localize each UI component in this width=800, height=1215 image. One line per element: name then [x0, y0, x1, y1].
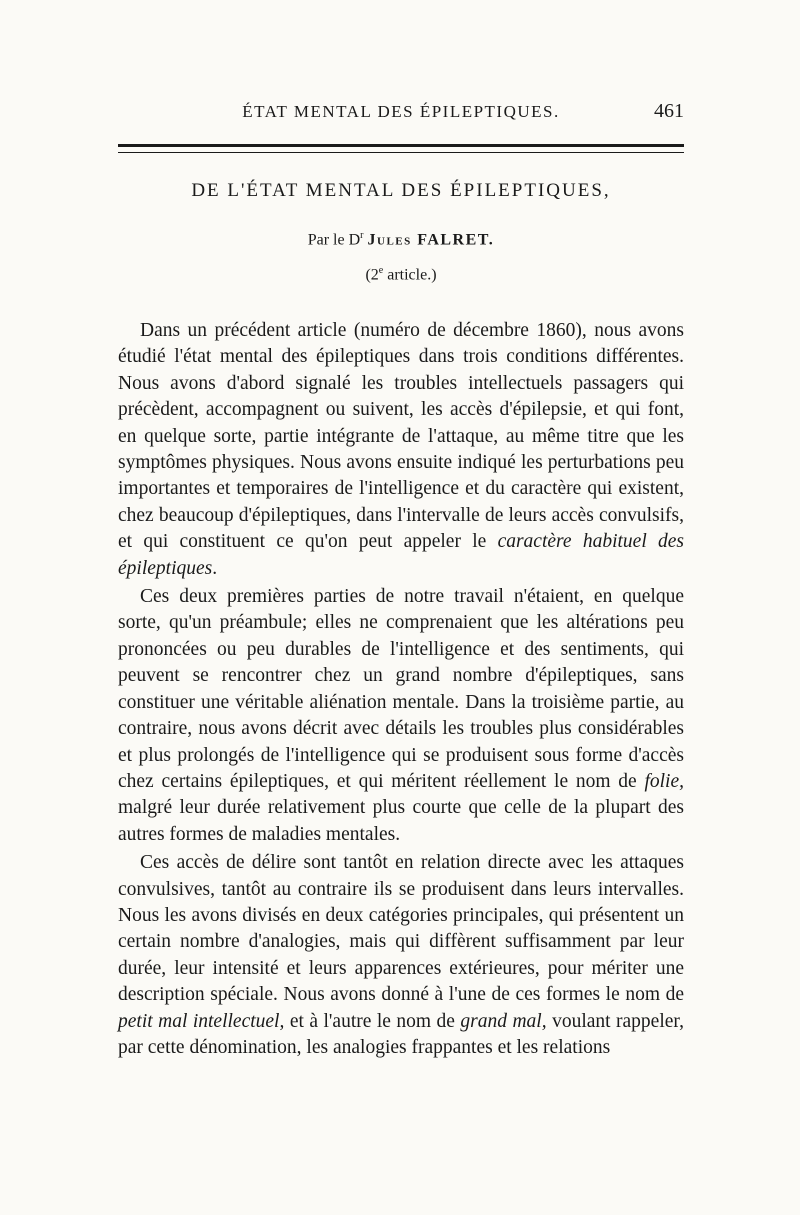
- running-title: ÉTAT MENTAL DES ÉPILEPTIQUES.: [242, 102, 560, 121]
- italic-text: caractère habituel des épileptiques: [118, 531, 684, 579]
- paragraph-text: Ces accès de délire sont tantôt en relation directe avec les attaques convulsives, tantôt au contraire ils se produisent dans leurs intervalles. Nous les avons divisés en deux catégories principales, qui présentent un certain nombre d'analogies, mais qui diffèrent suffisamment par leur durée, leur intensité et leurs apparences extérieures, pour mériter une description spéciale. Nous avons donné à l'une de ces formes le nom de: [118, 852, 684, 1006]
- paragraph-text: .: [212, 557, 218, 579]
- paragraph-text: Dans un précédent article (numéro de décembre 1860), nous avons étudié l'état mental des épileptiques dans trois conditions différentes. Nous avons d'abord signalé les troubles intellectuels passagers qui précèdent, accompagnent ou suivent, les accès d'épilepsie, et qui font, en quelque sorte, partie intégrante de l'attaque, au même titre que les symptômes physiques. Nous avons ensuite indiqué les perturbations peu importantes et temporaires de l'intelligence et du caractère qui existent, chez beaucoup d'épileptiques, dans l'intervalle de leurs accès convulsifs, et qui constituent ce qu'on peut appeler le: [118, 320, 684, 553]
- running-head: [118, 96, 684, 126]
- italic-text: grand mal,: [460, 1010, 547, 1032]
- header-rule-thick: [118, 144, 684, 147]
- note-sup: e: [378, 265, 384, 276]
- article-title: DE L'ÉTAT MENTAL DES ÉPILEPTIQUES,: [191, 180, 611, 201]
- byline-prefix: Par le D: [307, 231, 361, 249]
- paragraph: [118, 318, 684, 582]
- paragraph-text: malgré leur durée relativement plus courte que celle de la plupart des autres formes de maladies mentales.: [118, 797, 684, 845]
- paragraph-text: et à l'autre le nom de: [284, 1010, 461, 1032]
- page-number: 461: [654, 100, 684, 122]
- byline: [118, 230, 684, 249]
- author-name: Jules FALRET.: [367, 231, 495, 249]
- italic-text: folie,: [644, 770, 684, 792]
- note-open: (2: [365, 266, 379, 284]
- article-note: [118, 265, 684, 284]
- note-close: article.): [383, 266, 437, 284]
- paragraph-text: Ces deux premières parties de notre travail n'étaient, en quelque sorte, qu'un préambule; elles ne comprenaient que les altérations peu prononcées ou peu durables de l'intelligence et des sentiments, qui peuvent se rencontrer chez un grand nombre d'épileptiques, sans constituer une véritable aliénation mentale. Dans la troisième partie, au contraire, nous avons décrit avec détails les troubles plus considérables et plus prolongés de l'intelligence qui se produisent sous forme d'accès chez certains épileptiques, et qui méritent réellement le nom de: [118, 586, 684, 792]
- paragraph-text: voulant rappeler, par cette dénomination, les analogies frappantes et les relations: [118, 1010, 684, 1058]
- paragraph: [118, 584, 684, 848]
- byline-sup: r: [360, 230, 364, 241]
- italic-text: petit mal intellectuel,: [118, 1010, 285, 1032]
- article-body: [118, 318, 684, 1061]
- header-rule-thin: [118, 152, 684, 153]
- paragraph: [118, 850, 684, 1061]
